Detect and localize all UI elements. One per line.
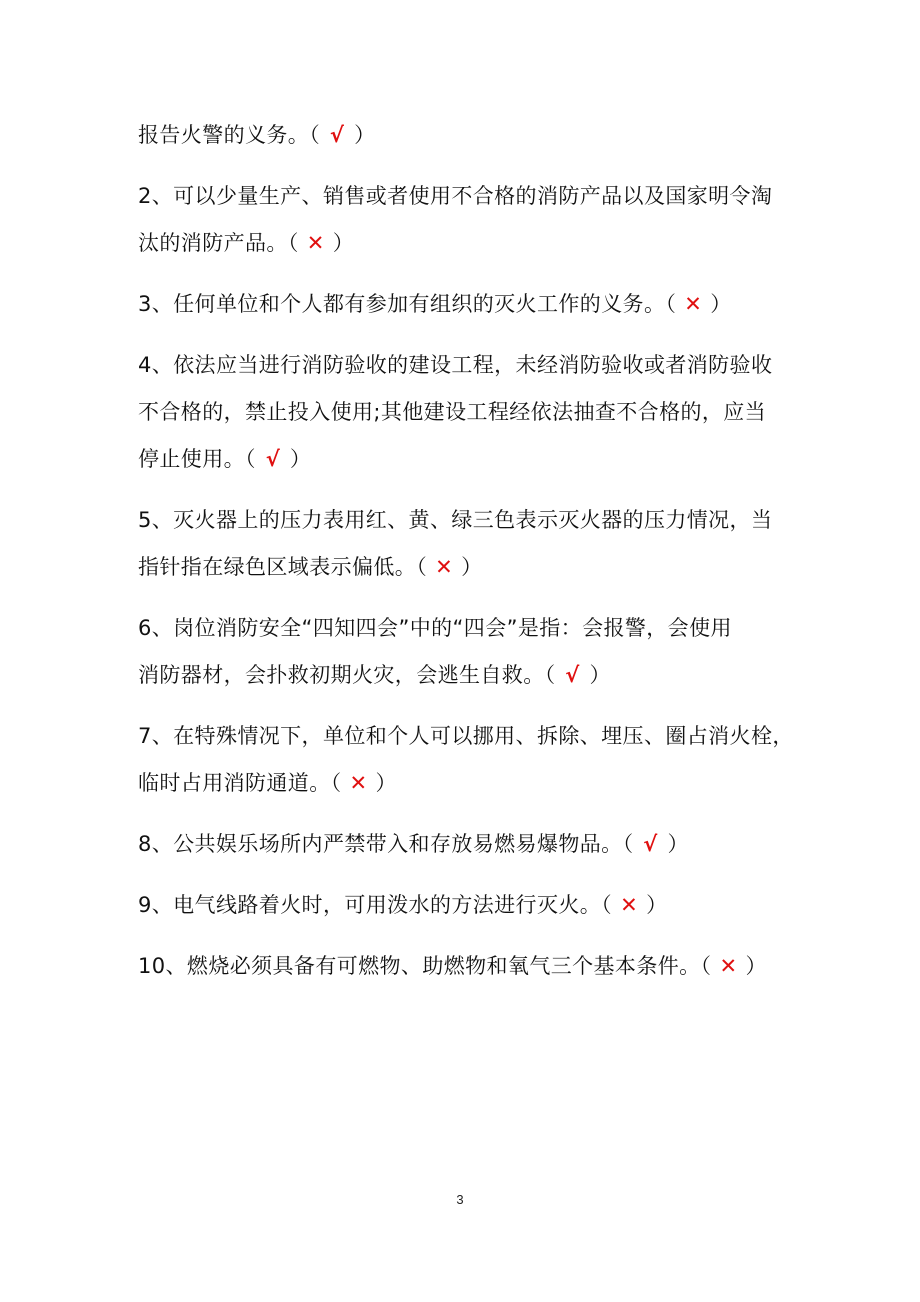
open-paren: （: [665, 292, 677, 316]
item-line: 8、公共娱乐场所内严禁带入和存放易燃易爆物品。（ √ ）: [138, 821, 798, 868]
item-line: 不合格的，禁止投入使用;其他建设工程经依法抽查不合格的，应当: [138, 400, 767, 424]
item-line: 2、可以少量生产、销售或者使用不合格的消防产品以及国家明令淘: [138, 184, 773, 208]
open-paren: （: [700, 954, 712, 978]
cross-mark-icon: ✕: [620, 893, 639, 917]
item-line: 3、任何单位和个人都有参加有组织的灭火工作的义务。（ ✕ ）: [138, 281, 798, 328]
open-paren: （: [245, 447, 256, 471]
cross-mark-icon: ✕: [435, 555, 454, 579]
check-mark-icon: √: [643, 832, 658, 856]
item-line: 汰的消防产品。（ ✕ ）: [138, 220, 798, 267]
item-line: 停止使用。（ √ ）: [138, 436, 798, 483]
close-paren: ）: [332, 231, 355, 255]
item-line: 消防器材，会扑救初期火灾，会逃生自救。（ √ ）: [138, 652, 798, 699]
close-paren: ）: [745, 954, 767, 978]
check-mark-icon: √: [329, 123, 345, 147]
list-item: [138, 713, 798, 807]
item-line: 临时占用消防通道。（ ✕ ）: [138, 760, 798, 807]
open-paren: （: [622, 832, 634, 856]
list-item: [138, 882, 798, 929]
list-item: [138, 173, 798, 267]
close-paren: ）: [710, 292, 732, 316]
close-paren: ）: [589, 663, 611, 687]
open-paren: （: [287, 231, 299, 255]
list-item: [138, 112, 798, 159]
question-list: [138, 112, 798, 1004]
check-mark-icon: √: [265, 447, 281, 471]
cross-mark-icon: ✕: [306, 231, 325, 255]
item-line: 7、在特殊情况下，单位和个人可以挪用、拆除、埋压、圈占消火栓，: [138, 724, 794, 748]
close-paren: ）: [375, 771, 397, 795]
close-paren: ）: [667, 832, 689, 856]
open-paren: （: [330, 771, 342, 795]
item-line: 6、岗位消防安全“四知四会”中的“四会”是指：会报警，会使用: [138, 616, 732, 640]
open-paren: （: [309, 123, 321, 147]
open-paren: （: [544, 663, 556, 687]
open-paren: （: [601, 893, 613, 917]
cross-mark-icon: ✕: [349, 771, 368, 795]
item-line: 9、电气线路着火时，可用泼水的方法进行灭火。（ ✕ ）: [138, 882, 798, 929]
list-item: [138, 605, 798, 699]
close-paren: ）: [289, 447, 312, 471]
open-paren: （: [416, 555, 428, 579]
list-item: [138, 943, 798, 990]
cross-mark-icon: ✕: [684, 292, 703, 316]
check-mark-icon: √: [565, 663, 580, 687]
list-item: [138, 821, 798, 868]
list-item: [138, 342, 798, 483]
page-number: 3: [456, 1192, 464, 1207]
item-line: 报告火警的义务。（ √ ）: [138, 112, 798, 159]
list-item: [138, 281, 798, 328]
item-line: 10、燃烧必须具备有可燃物、助燃物和氧气三个基本条件。（ ✕ ）: [138, 943, 798, 990]
close-paren: ）: [646, 893, 668, 917]
close-paren: ）: [354, 123, 376, 147]
item-line: 4、依法应当进行消防验收的建设工程，未经消防验收或者消防验收: [138, 353, 773, 377]
item-line: 指针指在绿色区域表示偏低。（ ✕ ）: [138, 544, 798, 591]
list-item: [138, 497, 798, 591]
item-line: 5、灭火器上的压力表用红、黄、绿三色表示灭火器的压力情况，当: [138, 508, 773, 532]
cross-mark-icon: ✕: [719, 954, 738, 978]
close-paren: ）: [461, 555, 483, 579]
